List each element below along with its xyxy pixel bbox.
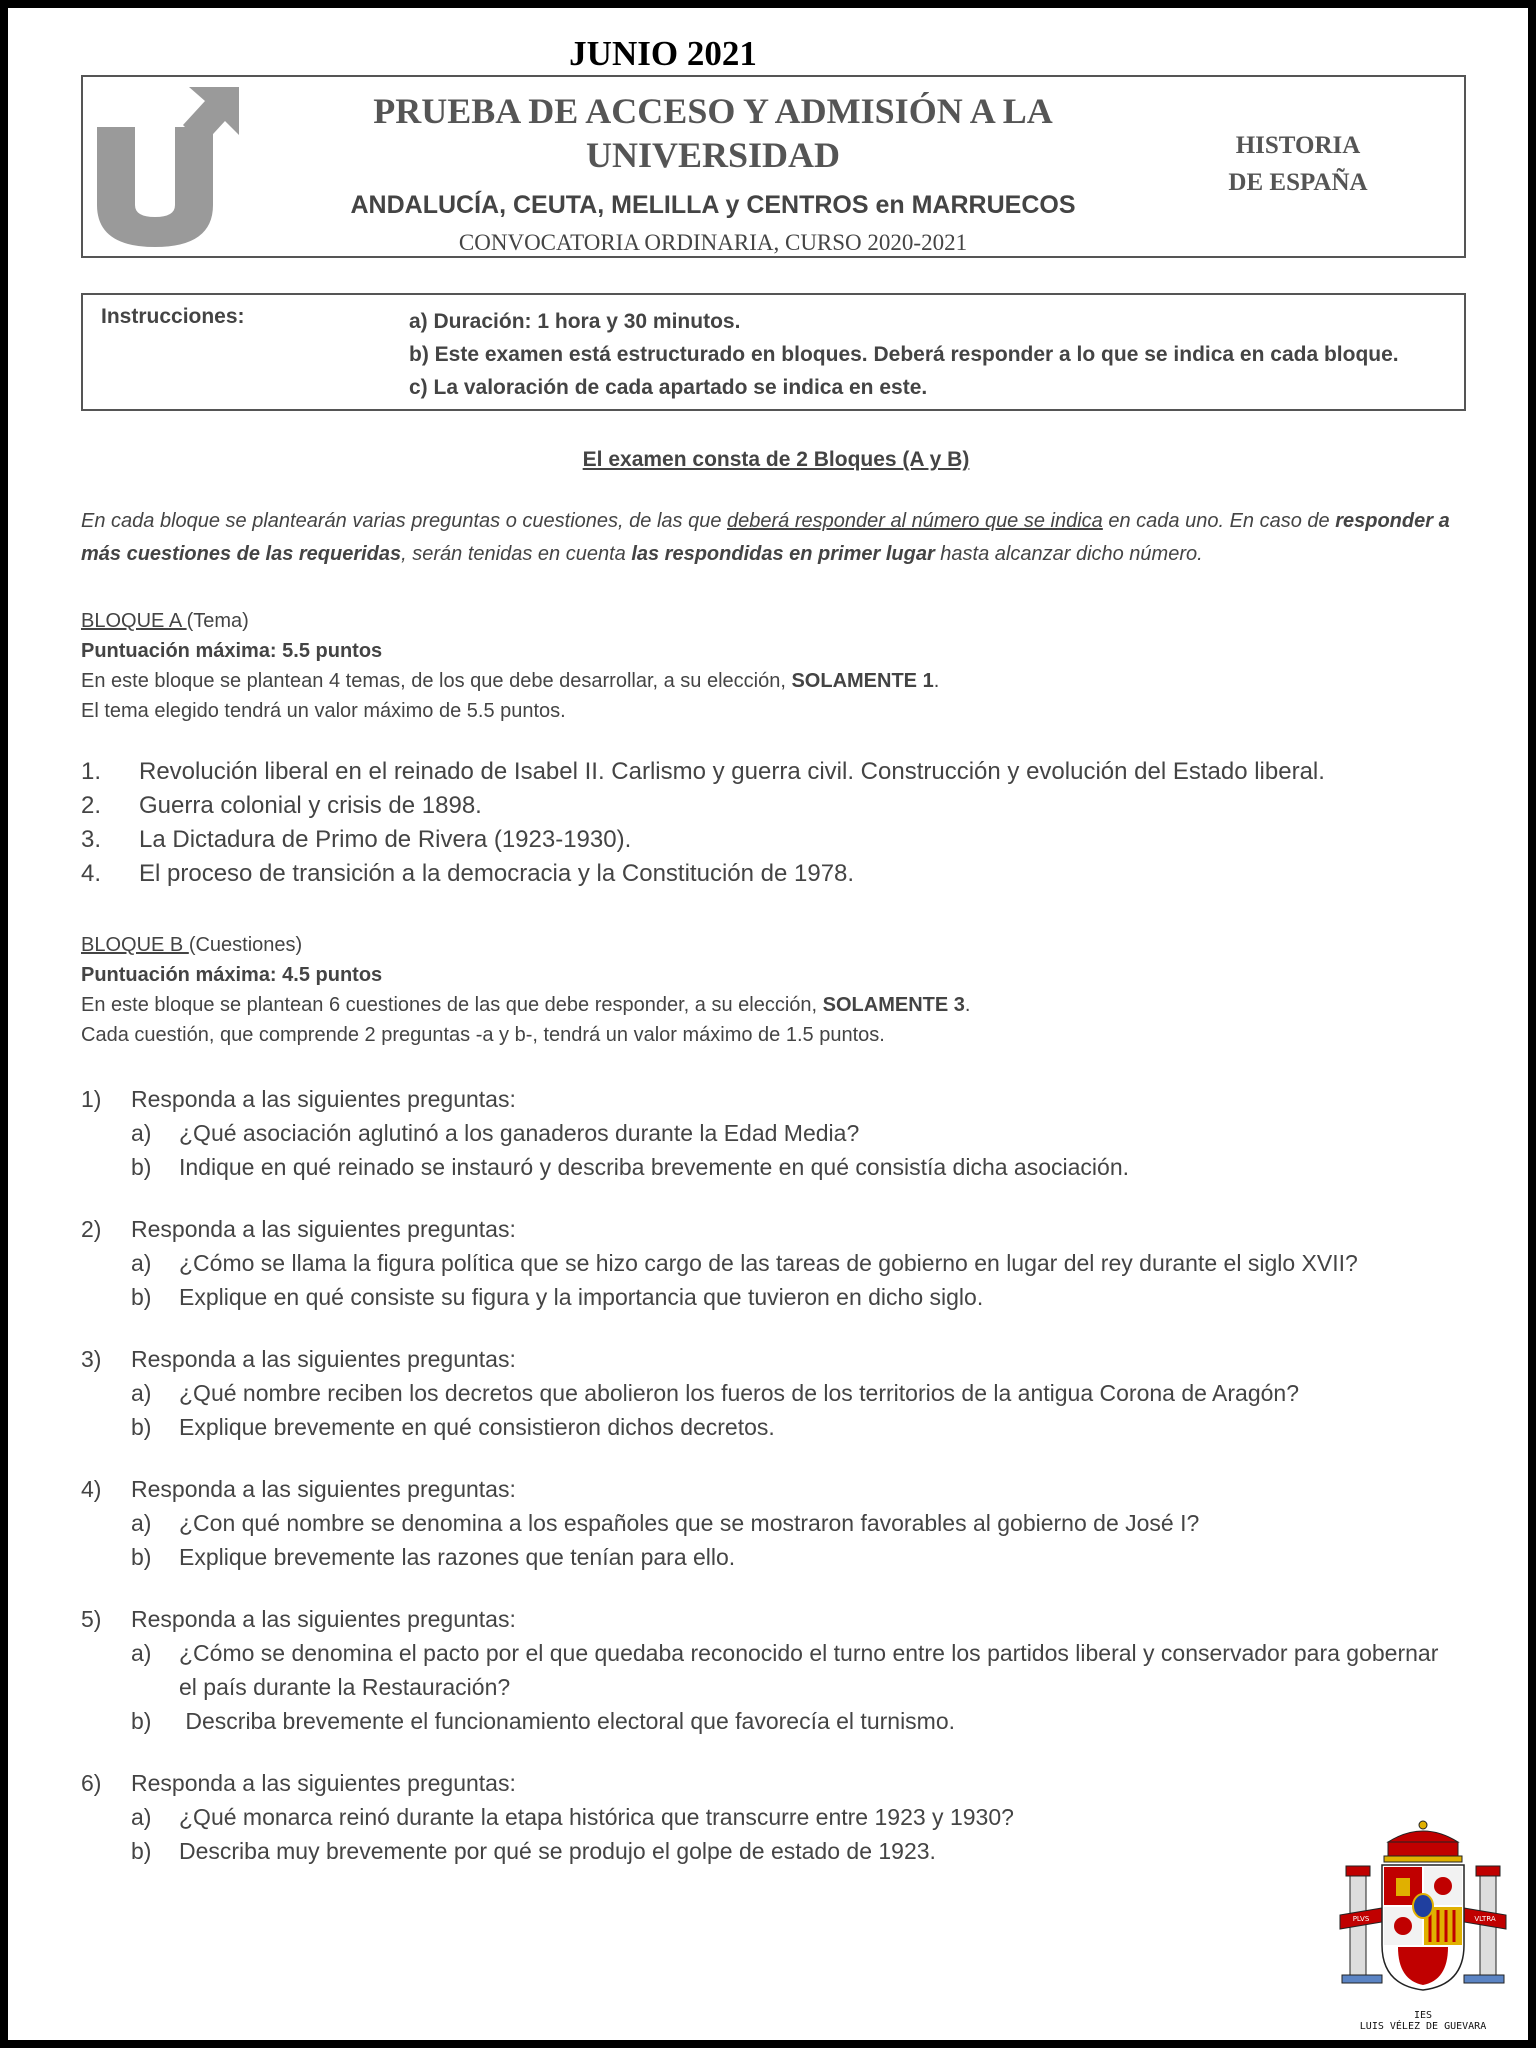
topic-number: 3.	[81, 826, 102, 853]
topic-item	[81, 823, 1481, 857]
question-item	[81, 1472, 1481, 1574]
question-heading: Responda a las siguientes preguntas:	[131, 1346, 516, 1372]
exam-title-line1: PRUEBA DE ACCESO Y ADMISIÓN A LA	[373, 91, 1053, 131]
intro-underlined: deberá responder al número que se indica	[727, 510, 1103, 532]
title-block	[333, 89, 1093, 256]
question-item	[81, 1602, 1481, 1738]
block-b-title-rest: (Cuestiones)	[188, 934, 303, 956]
block-b-header	[81, 930, 1481, 1050]
block-b-heading	[81, 930, 1481, 960]
sub-letter: b)	[131, 1284, 152, 1310]
topic-text: Revolución liberal en el reinado de Isabel II. Carlismo y guerra civil. Construcción y evolución del Estado liberal.	[139, 758, 1325, 785]
sub-question-a: ¿Qué monarca reinó durante la etapa histórica que transcurre entre 1923 y 1930?	[179, 1804, 1014, 1830]
sub-letter: a)	[131, 1380, 152, 1406]
coat-motto-left: PLVS	[1352, 1915, 1370, 1923]
coat-caption	[1338, 2010, 1508, 2032]
block-a-desc2: El tema elegido tendrá un valor máximo de 5.5 puntos.	[81, 700, 566, 722]
block-b-questions	[81, 1082, 1481, 1896]
block-a-points: Puntuación máxima: 5.5 puntos	[81, 640, 383, 662]
block-a-header	[81, 606, 1481, 726]
sub-letter: a)	[131, 1120, 152, 1146]
sub-question-b: Describa muy brevemente por qué se produjo el golpe de estado de 1923.	[179, 1838, 936, 1864]
question-heading: Responda a las siguientes preguntas:	[131, 1476, 516, 1502]
question-heading: Responda a las siguientes preguntas:	[131, 1770, 516, 1796]
sub-question-b: Indique en qué reinado se instauró y describa brevemente en qué consistía dicha asociación.	[179, 1154, 1129, 1180]
coat-caption-line2: LUIS VÉLEZ DE GUEVARA	[1359, 2021, 1487, 2032]
sub-question-a: ¿Qué nombre reciben los decretos que abolieron los fueros de los territorios de la antigua Corona de Aragón?	[179, 1380, 1300, 1406]
topic-number: 4.	[81, 860, 102, 887]
question-number: 6)	[81, 1770, 102, 1796]
block-a-topics	[81, 755, 1481, 891]
sub-question-a: ¿Cómo se denomina el pacto por el que quedaba reconocido el turno entre los partidos liberal y conservador para gobernar el país durante la Restauración?	[179, 1640, 1439, 1700]
sub-letter: b)	[131, 1154, 152, 1180]
exam-title-line2: UNIVERSIDAD	[585, 135, 841, 175]
question-item	[81, 1342, 1481, 1444]
exam-region: ANDALUCÍA, CEUTA, MELILLA y CENTROS en MARRUECOS	[350, 191, 1076, 219]
block-a-desc1-bold: SOLAMENTE 1	[791, 670, 934, 692]
block-a-title: BLOQUE A	[81, 610, 187, 632]
coat-caption-line1: IES	[1413, 2010, 1433, 2021]
subject-line2: DE ESPAÑA	[1228, 169, 1368, 196]
block-a-desc1-end: .	[933, 670, 940, 692]
topic-text: La Dictadura de Primo de Rivera (1923-1930).	[139, 826, 632, 853]
subject-name	[1198, 127, 1398, 201]
question-item	[81, 1766, 1481, 1868]
exam-page	[8, 8, 1528, 2040]
question-number: 1)	[81, 1086, 102, 1112]
intro-text: en cada uno. En caso de	[1102, 510, 1336, 532]
question-number: 5)	[81, 1606, 102, 1632]
university-logo	[97, 87, 247, 247]
question-heading: Responda a las siguientes preguntas:	[131, 1216, 516, 1242]
block-a-desc1-text: En este bloque se plantean 4 temas, de los que debe desarrollar, a su elección,	[81, 670, 792, 692]
intro-bold: las respondidas en primer lugar	[631, 543, 935, 565]
sub-letter: a)	[131, 1640, 152, 1666]
instructions-label: Instrucciones:	[101, 305, 245, 328]
sub-question-a: ¿Con qué nombre se denomina a los españoles que se mostraron favorables al gobierno de José I?	[179, 1510, 1200, 1536]
block-a-desc1	[81, 666, 1481, 696]
question-heading: Responda a las siguientes preguntas:	[131, 1086, 516, 1112]
block-b-desc1-bold: SOLAMENTE 3	[822, 994, 965, 1016]
topic-item	[81, 789, 1481, 823]
block-b-desc1-text: En este bloque se plantean 6 cuestiones de las que debe responder, a su elección,	[81, 994, 823, 1016]
block-b-desc1	[81, 990, 1481, 1020]
sub-letter: b)	[131, 1414, 152, 1440]
block-b-desc1-end: .	[964, 994, 971, 1016]
block-a-heading	[81, 606, 1481, 636]
coat-of-arms-icon	[1338, 1820, 1508, 2010]
sub-letter: a)	[131, 1804, 152, 1830]
intro-text: , serán tenidas en cuenta	[401, 543, 632, 565]
intro-text: En cada bloque se plantearán varias preguntas o cuestiones, de las que	[81, 510, 727, 532]
sub-question-a: ¿Cómo se llama la figura política que se hizo cargo de las tareas de gobierno en lugar del rey durante el siglo XVII?	[179, 1250, 1358, 1276]
sub-letter: b)	[131, 1708, 152, 1734]
sub-letter: b)	[131, 1838, 152, 1864]
question-number: 4)	[81, 1476, 102, 1502]
intro-bold: responder a más cuestiones de las requeridas	[81, 510, 1450, 565]
intro-paragraph	[81, 505, 1481, 571]
intro-text: hasta alcanzar dicho número.	[934, 543, 1203, 565]
sub-question-b: Explique brevemente en qué consistieron dichos decretos.	[179, 1414, 775, 1440]
question-number: 2)	[81, 1216, 102, 1242]
sub-question-a: ¿Qué asociación aglutinó a los ganaderos durante la Edad Media?	[179, 1120, 860, 1146]
instructions-list	[409, 305, 1399, 404]
topic-item	[81, 755, 1481, 789]
instructions-box	[81, 293, 1466, 411]
question-number: 3)	[81, 1346, 102, 1372]
sub-question-b: Explique brevemente las razones que tenían para ello.	[179, 1544, 736, 1570]
subject-line1: HISTORIA	[1235, 132, 1361, 159]
exam-structure-heading: El examen consta de 2 Bloques (A y B)	[582, 448, 970, 471]
block-b-desc2: Cada cuestión, que comprende 2 preguntas -a y b-, tendrá un valor máximo de 1.5 puntos.	[81, 1024, 885, 1046]
coat-motto-right: VLTRA	[1474, 1915, 1496, 1923]
exam-date-label: JUNIO 2021	[569, 34, 757, 73]
block-b-points: Puntuación máxima: 4.5 puntos	[81, 964, 383, 986]
block-a-title-rest: (Tema)	[186, 610, 249, 632]
sub-question-b: Describa brevemente el funcionamiento electoral que favorecía el turnismo.	[179, 1708, 956, 1734]
topic-number: 1.	[81, 758, 102, 785]
header-box	[81, 75, 1466, 258]
topic-item	[81, 857, 1481, 891]
instruction-item: c) La valoración de cada apartado se indica en este.	[409, 376, 928, 399]
sub-letter: a)	[131, 1510, 152, 1536]
topic-text: El proceso de transición a la democracia y la Constitución de 1978.	[139, 860, 855, 887]
exam-convocatoria: CONVOCATORIA ORDINARIA, CURSO 2020-2021	[458, 230, 968, 255]
sub-letter: a)	[131, 1250, 152, 1276]
instruction-item: b) Este examen está estructurado en bloques. Deberá responder a lo que se indica en cada bloque.	[409, 343, 1399, 366]
sub-letter: b)	[131, 1544, 152, 1570]
block-b-title: BLOQUE B	[81, 934, 189, 956]
topic-number: 2.	[81, 792, 102, 819]
sub-question-b: Explique en qué consiste su figura y la importancia que tuvieron en dicho siglo.	[179, 1284, 984, 1310]
instruction-item: a) Duración: 1 hora y 30 minutos.	[409, 310, 741, 333]
topic-text: Guerra colonial y crisis de 1898.	[139, 792, 482, 819]
question-item	[81, 1212, 1481, 1314]
question-heading: Responda a las siguientes preguntas:	[131, 1606, 516, 1632]
coat-of-arms	[1338, 1820, 1508, 2035]
question-item	[81, 1082, 1481, 1184]
